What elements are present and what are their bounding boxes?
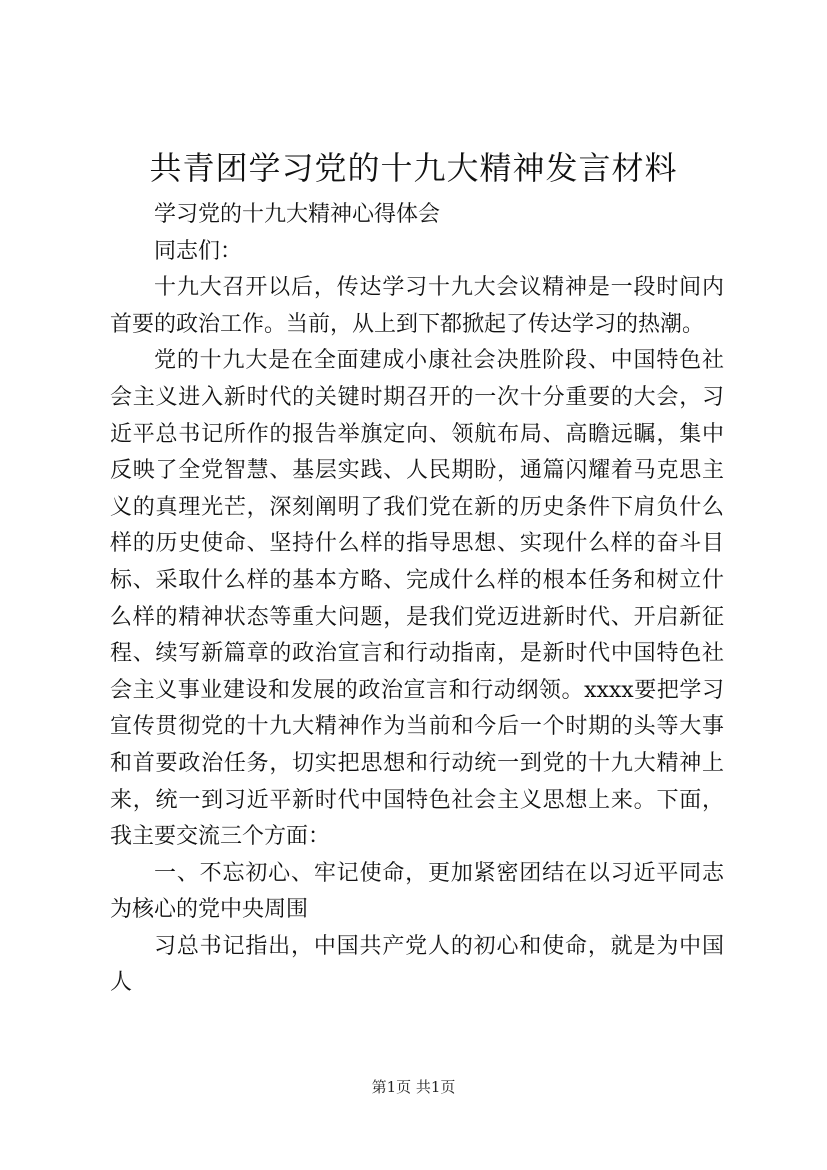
paragraph-subtitle: 学习党的十九大精神心得体会 [154,202,441,227]
paragraph-salutation: 同志们： [154,238,243,264]
paragraph: 党的十九大是在全面建成小康社会决胜阶段、中国特色社会主义进入新时代的关键时期召开的一次十分重要的大会，习近平总书记所作的报告举旗定向、领航布局、高瞻远瞩，集中反映了全党智慧、基层实践、人民期盼，通篇闪耀着马克思主义的真理光芒，深刻阐明了我们党在新的历史条件下肩负什么样的历史使命、坚持什么样的指导思想、实现什么样的奋斗目标、采取什么样的基本方略、完成什么样的根本任务和树立什么样的精神状态等重大问题，是我们党迈进新时代、开启新征程、续写新篇章的政治宣言和行动指南，是新时代中国特色社会主义事业建设和发展的政治宣言和行动纲领。xxxx要把学习宣传贯彻党的十九大精神作为当前和今后一个时期的头等大事和首要政治任务，切实把思想和行动统一到党的十九大精神上来，统一到习近平新时代中国特色社会主义思想上来。下面，我主要交流三个方面： [110,348,724,850]
page-number-footer: 第1页 共1页 [371,1078,456,1096]
paragraph: 习总书记指出，中国共产党人的初心和使命，就是为中国人 [110,933,724,996]
document-title: 共青团学习党的十九大精神发言材料 [149,149,678,187]
paragraph: 十九大召开以后，传达学习十九大会议精神是一段时间内首要的政治工作。当前，从上到下都掀起了传达学习的热潮。 [110,275,724,337]
section-heading: 一、不忘初心、牢记使命，更加紧密团结在以习近平同志为核心的党中央周围 [110,860,724,923]
document-body [110,197,724,1002]
